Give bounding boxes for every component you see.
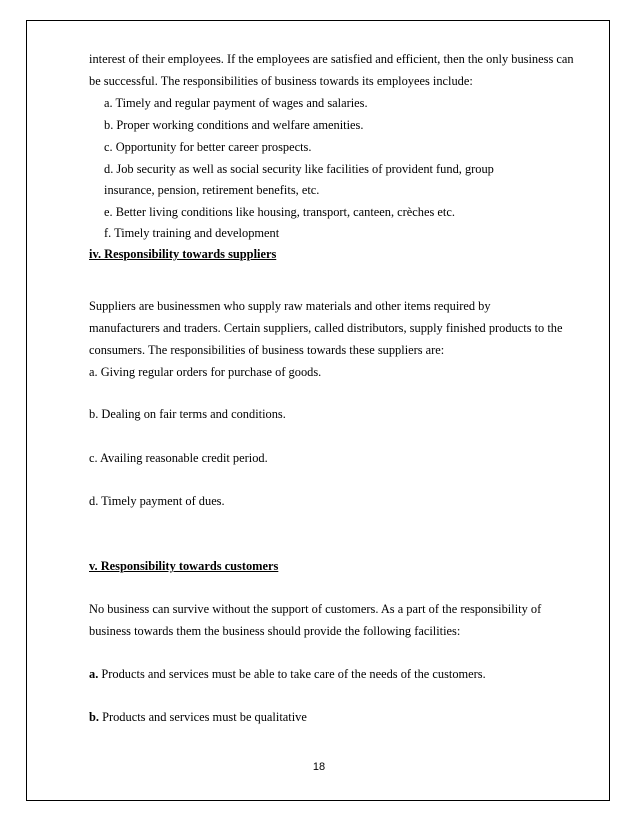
suppliers-para-line-1: Suppliers are businessmen who supply raw materials and other items required by xyxy=(89,299,491,313)
customers-item-a-label: a. xyxy=(89,667,99,681)
suppliers-heading: iv. Responsibility towards suppliers xyxy=(89,247,277,261)
customers-para-line-2: business towards them the business should provide the following facilities: xyxy=(89,624,461,638)
customers-item-b-label: b. xyxy=(89,710,99,724)
page-number: 18 xyxy=(312,761,326,773)
intro-line-2: be successful. The responsibilities of business towards its employees include: xyxy=(89,74,473,88)
suppliers-item-b: b. Dealing on fair terms and conditions. xyxy=(89,407,286,421)
employee-item-a: a. Timely and regular payment of wages and salaries. xyxy=(104,96,368,110)
suppliers-item-c: c. Availing reasonable credit period. xyxy=(89,451,268,465)
suppliers-para-line-3: consumers. The responsibilities of business towards these suppliers are: xyxy=(89,343,445,357)
suppliers-item-a: a. Giving regular orders for purchase of goods. xyxy=(89,365,322,379)
employee-item-e: e. Better living conditions like housing, transport, canteen, crèches etc. xyxy=(104,205,455,219)
employee-item-f: f. Timely training and development xyxy=(104,226,280,240)
employee-item-d-cont: insurance, pension, retirement benefits, etc. xyxy=(104,183,320,197)
customers-item-b-text: Products and services must be qualitative xyxy=(99,710,307,724)
employee-item-b: b. Proper working conditions and welfare amenities. xyxy=(104,118,364,132)
customers-item-b xyxy=(89,710,307,725)
customers-heading: v. Responsibility towards customers xyxy=(89,559,279,573)
suppliers-para-line-2: manufacturers and traders. Certain suppliers, called distributors, supply finished products to the xyxy=(89,321,563,335)
employee-item-c: c. Opportunity for better career prospects. xyxy=(104,140,312,154)
customers-item-a xyxy=(89,667,486,682)
customers-para-line-1: No business can survive without the support of customers. As a part of the responsibility of xyxy=(89,602,542,616)
intro-line-1: interest of their employees. If the employees are satisfied and efficient, then the only business can xyxy=(89,52,574,66)
suppliers-item-d: d. Timely payment of dues. xyxy=(89,494,225,508)
employee-item-d: d. Job security as well as social security like facilities of provident fund, group xyxy=(104,162,494,176)
customers-item-a-text: Products and services must be able to take care of the needs of the customers. xyxy=(98,667,486,681)
